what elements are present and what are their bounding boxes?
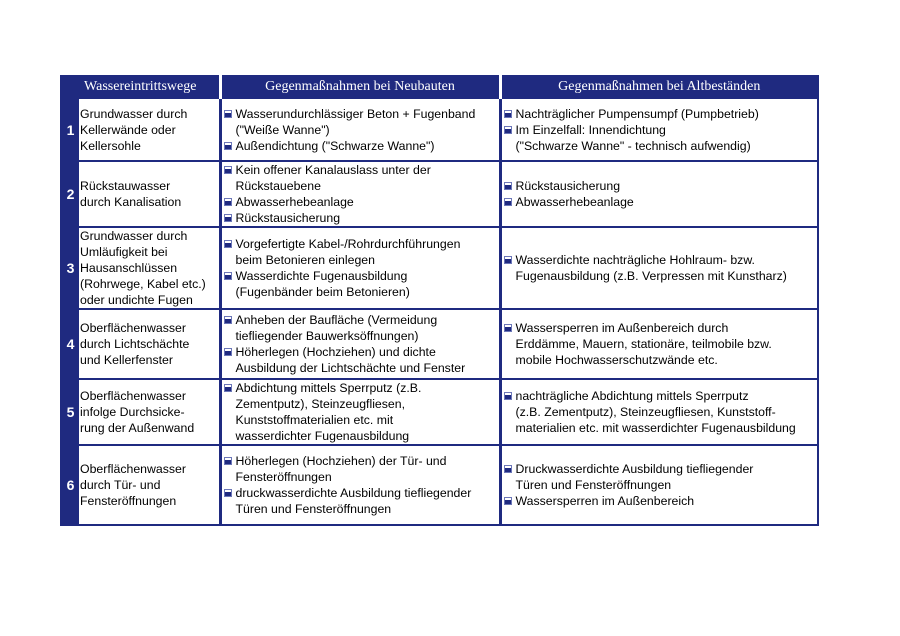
row-number: 3 [61,227,79,309]
measure-item [223,485,499,517]
table-row [61,98,818,161]
square-bullet-icon [503,388,516,404]
row-number: 6 [61,445,79,525]
row-number: 2 [61,161,79,227]
table-row [61,161,818,227]
measure-item [223,138,499,154]
existing-building-measures-cell [500,98,818,161]
measure-item [503,252,818,284]
square-bullet-icon [503,320,516,336]
measure-text: Abdichtung mittels Sperrputz (z.B. Zementputz), Steinzeugfliesen, Kunststoffmaterialien etc. mit wasserdichter Fugenausbildung [235,381,422,443]
row-number: 1 [61,98,79,161]
entry-way-cell [79,161,220,227]
measure-text: Im Einzelfall: Innendichtung ("Schwarze Wanne" - technisch aufwendig) [515,122,751,153]
square-bullet-icon [223,138,236,154]
existing-building-measures-cell [500,379,818,445]
entry-way-text: Oberflächenwasser durch Tür- und Fensteröffnungen [80,462,186,508]
header-entry-ways: Wassereintrittswege [61,76,220,98]
table-body [61,98,818,525]
measure-item [503,194,818,210]
new-building-measures-cell [220,227,500,309]
square-bullet-icon [223,106,236,122]
measure-text: Rückstausicherung [235,211,341,225]
entry-way-cell [79,309,220,379]
table-row [61,227,818,309]
measure-item [503,178,818,194]
square-bullet-icon [223,268,236,284]
new-building-measures-cell [220,379,500,445]
square-bullet-icon [503,122,516,138]
existing-building-measures-cell [500,227,818,309]
measure-item [223,312,499,344]
measure-text: Vorgefertigte Kabel-/Rohrdurchführungen beim Betonieren einlegen [235,237,461,267]
measure-item [503,493,818,509]
measure-text: Rückstausicherung [515,179,621,193]
entry-way-cell [79,445,220,525]
measure-text: nachträgliche Abdichtung mittels Sperrputz (z.B. Zementputz), Steinzeugfliesen, Kunststoff- materialien etc. mit wasserdichter Fugenausbildung [515,389,796,435]
row-number: 5 [61,379,79,445]
new-building-measures-cell [220,445,500,525]
square-bullet-icon [503,194,516,210]
square-bullet-icon [223,162,236,178]
measure-text: Außendichtung ("Schwarze Wanne") [235,138,435,153]
measure-item [223,236,499,268]
square-bullet-icon [223,485,236,501]
table-row [61,309,818,379]
square-bullet-icon [223,210,236,226]
existing-building-measures-cell [500,445,818,525]
existing-building-measures-cell [500,309,818,379]
square-bullet-icon [223,194,236,210]
measure-text: Anheben der Baufläche (Vermeidung tiefliegender Bauwerksöffnungen) [235,313,438,343]
entry-way-cell [79,227,220,309]
measure-text: Höherlegen (Hochziehen) und dichte Ausbildung der Lichtschächte und Fenster [235,345,466,375]
row-number: 4 [61,309,79,379]
measure-text: Wasserundurchlässiger Beton + Fugenband ("Weiße Wanne") [235,106,476,137]
entry-way-text: Oberflächenwasser durch Lichtschächte und Kellerfenster [80,321,190,367]
measure-item [223,106,499,138]
entry-way-text: Grundwasser durch Kellerwände oder Kellersohle [80,106,188,153]
square-bullet-icon [223,453,236,469]
table-row [61,445,818,525]
square-bullet-icon [503,178,516,194]
measure-item [223,268,499,300]
square-bullet-icon [223,380,236,396]
new-building-measures-cell [220,161,500,227]
square-bullet-icon [223,312,236,328]
table-row [61,379,818,445]
entry-way-text: Rückstauwasser durch Kanalisation [80,179,182,209]
existing-building-measures-cell [500,161,818,227]
measure-item [223,210,499,226]
measure-item [223,194,499,210]
square-bullet-icon [223,344,236,360]
entry-way-text: Grundwasser durch Umläufigkeit bei Hausanschlüssen (Rohrwege, Kabel etc.) oder undichte Fugen [80,229,206,307]
measure-text: Nachträglicher Pumpensumpf (Pumpbetrieb) [515,106,759,121]
measure-item [503,106,818,122]
measure-item [503,320,818,368]
entry-way-cell [79,98,220,161]
measure-text: Abwasserhebeanlage [515,195,634,209]
measure-text: Wasserdichte nachträgliche Hohlraum- bzw. Fugenausbildung (z.B. Verpressen mit Kunstharz) [515,253,787,283]
measure-text: Abwasserhebeanlage [235,195,354,209]
measure-text: druckwasserdichte Ausbildung tiefliegender Türen und Fensteröffnungen [235,486,472,516]
square-bullet-icon [503,252,516,268]
square-bullet-icon [503,106,516,122]
header-existing-buildings: Gegenmaßnahmen bei Altbeständen [500,76,818,98]
measure-item [503,388,818,436]
entry-way-cell [79,379,220,445]
measure-item [223,344,499,376]
measure-text: Wassersperren im Außenbereich [515,494,695,508]
measure-text: Druckwasserdichte Ausbildung tiefliegender Türen und Fensteröffnungen [515,462,754,492]
measure-item [223,162,499,194]
header-row [61,76,818,98]
square-bullet-icon [223,236,236,252]
measure-item [223,453,499,485]
square-bullet-icon [503,493,516,509]
square-bullet-icon [503,461,516,477]
measure-text: Wassersperren im Außenbereich durch Erddämme, Mauern, stationäre, teilmobile bzw. mobile Hochwasserschutzwände etc. [515,321,772,367]
header-new-buildings: Gegenmaßnahmen bei Neubauten [220,76,500,98]
measure-item [223,380,499,444]
measure-text: Kein offener Kanalauslass unter der Rückstauebene [235,163,431,193]
measure-text: Höherlegen (Hochziehen) der Tür- und Fensteröffnungen [235,454,447,484]
entry-way-text: Oberflächenwasser infolge Durchsicke- rung der Außenwand [80,389,195,435]
measure-text: Wasserdichte Fugenausbildung (Fugenbänder beim Betonieren) [235,269,410,299]
new-building-measures-cell [220,309,500,379]
countermeasures-table [60,75,819,526]
measure-item [503,122,818,154]
new-building-measures-cell [220,98,500,161]
measure-item [503,461,818,493]
